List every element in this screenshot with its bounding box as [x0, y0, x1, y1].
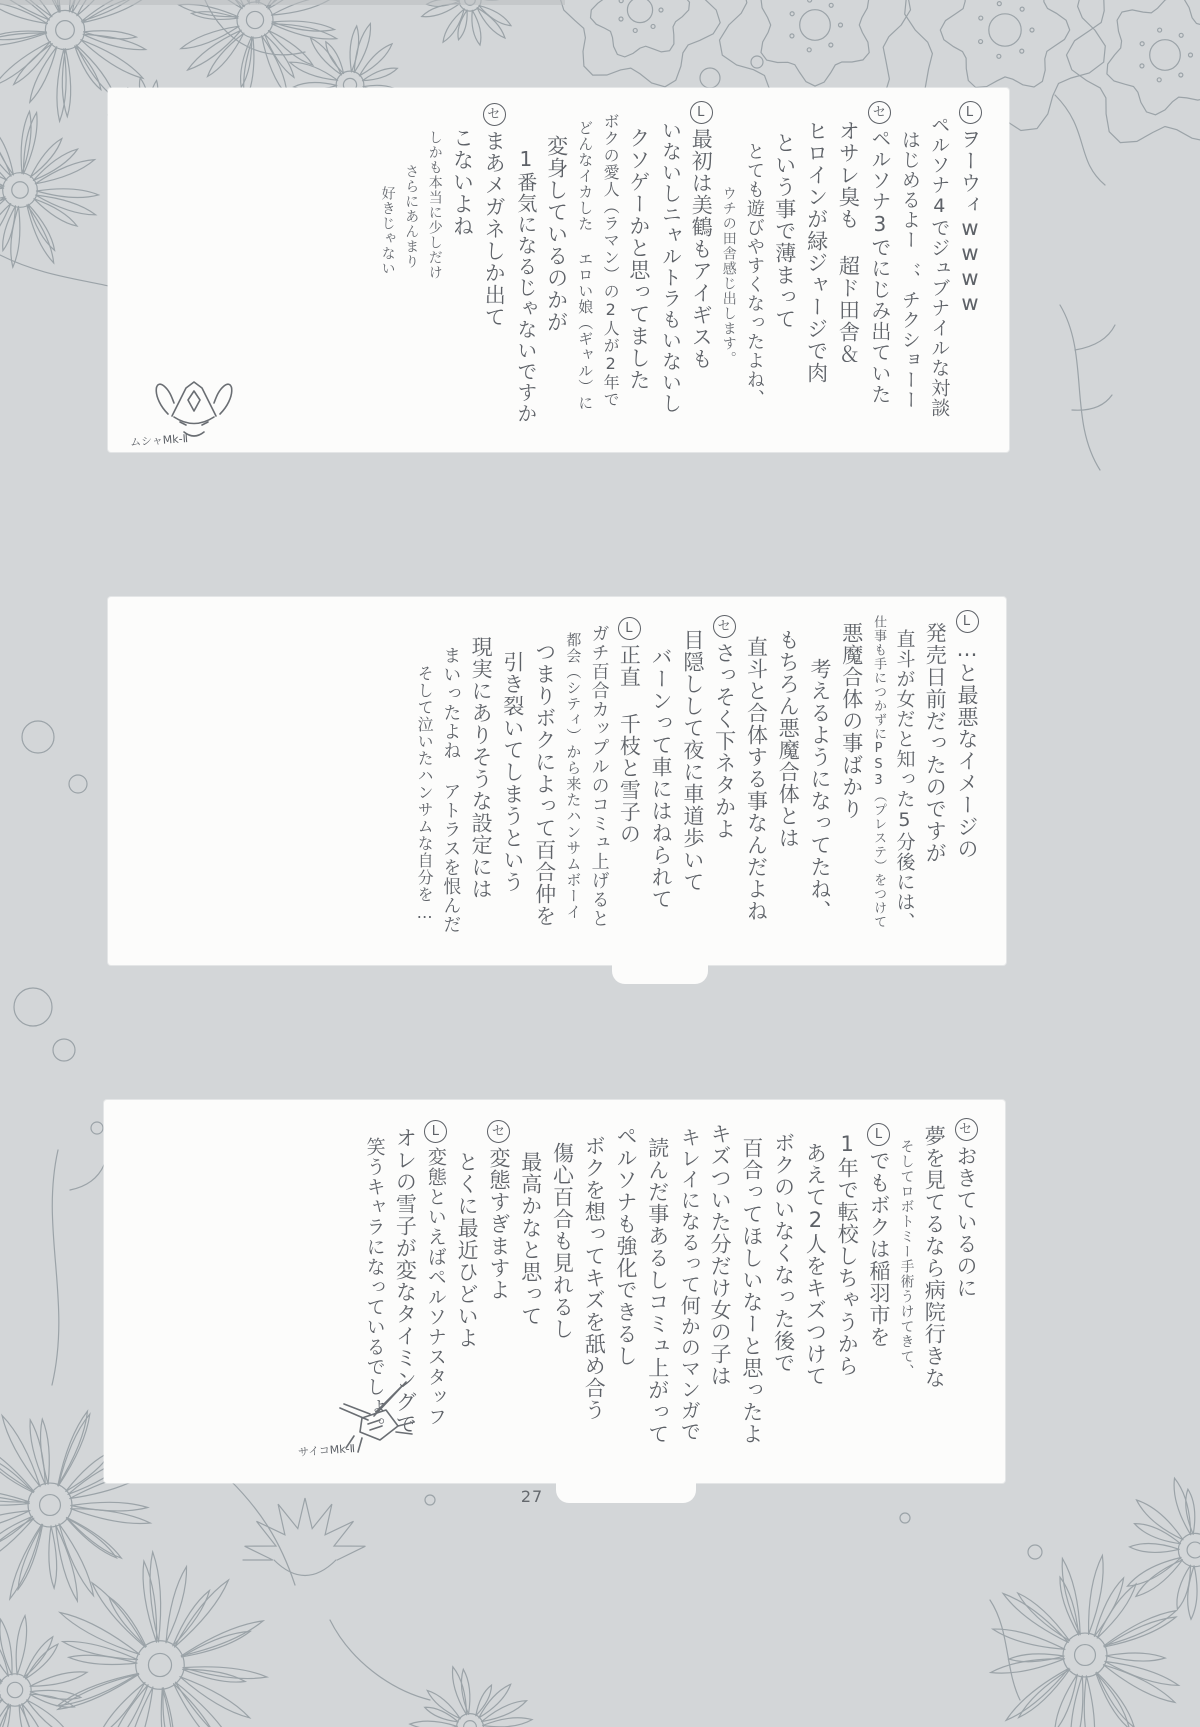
speaker-badge-L: L: [618, 617, 641, 640]
column-text: 悪魔合体の事ばかり: [839, 622, 864, 820]
speaker-badge-se: セ: [713, 615, 736, 638]
text-column: [645, 1113, 670, 1470]
column-text: 傷心百合も見れるし: [550, 1142, 575, 1340]
column-text: 発売日前だったのですが: [923, 622, 948, 864]
text-column: [804, 101, 829, 439]
column-text: という事で薄まって: [772, 132, 797, 330]
text-column: [600, 101, 619, 439]
column-text: さっそく下ネタかよ: [712, 642, 737, 840]
text-column: [450, 101, 475, 439]
text-column: [839, 610, 864, 952]
text-column: [953, 1113, 978, 1470]
text-column: [775, 610, 800, 952]
paper-edge-bump: [556, 1476, 696, 1503]
column-text: 直斗と合体する事なんだよね: [744, 636, 769, 922]
text-column: [680, 610, 705, 952]
text-column: [403, 101, 420, 439]
column-text: 最高かなと思って: [518, 1151, 543, 1327]
speaker-badge-se: セ: [868, 101, 891, 124]
column-text: オサレ臭も 超ド田舎＆: [836, 120, 861, 365]
column-text: とても遊びやすくなったよね、: [744, 142, 766, 408]
column-text: ヒロインが緑ジャージで肉: [804, 120, 829, 384]
column-text: もちろん悪魔合体とは: [776, 629, 801, 849]
text-column: [744, 101, 765, 439]
column-text: 百合ってほしいなーと思ったよ: [739, 1137, 764, 1445]
text-column: [658, 101, 682, 439]
scan-edge-shadow: [0, 0, 565, 5]
speaker-badge-se: セ: [483, 103, 506, 126]
text-column: [712, 610, 737, 952]
text-column: [440, 610, 461, 952]
column-text: 1年で転校しちゃうから: [835, 1132, 860, 1377]
text-column: [957, 101, 982, 439]
speaker-badge-L: L: [956, 610, 979, 633]
column-text: ボクのいなくなった後で: [771, 1132, 796, 1374]
column-text: ボクの愛人（ラマン）の2人が2年で: [601, 113, 621, 408]
column-text: そしてロボトミー手術うけてきて、: [898, 1139, 915, 1379]
column-text: クソゲーかと思ってました: [626, 127, 651, 391]
text-column: [513, 101, 537, 439]
text-column: [866, 1113, 891, 1470]
column-text: ボクを想ってキズを舐め合う: [582, 1135, 607, 1421]
column-text: 笑うキャラになっているでしょ。: [363, 1137, 386, 1437]
column-text: キレイになるって何かのマンガで: [677, 1127, 702, 1442]
text-column: [689, 101, 714, 439]
text-column: [771, 1113, 796, 1470]
speaker-badge-se: セ: [955, 1118, 978, 1141]
column-text: はじめるよー゛、チクショーー: [898, 130, 921, 410]
column-text: オレの雪子が変なタイミングで: [393, 1127, 418, 1435]
doodle-caption: サイコMk-Ⅱ: [297, 1442, 356, 1459]
text-column: [532, 610, 557, 952]
column-text: しかも本当に少しだけ: [426, 130, 443, 280]
speaker-badge-L: L: [959, 101, 982, 124]
column-text: どんなイカした エロい娘（ギャル）に: [576, 120, 595, 411]
text-column: [867, 101, 891, 439]
text-column: [836, 101, 861, 439]
column-text: 考えるようになってたね、: [807, 658, 832, 922]
dialog-block-2: [108, 597, 1006, 965]
column-text: 最初は美鶴もアイギスも: [689, 128, 714, 370]
text-column: [626, 101, 651, 439]
text-column: [807, 610, 832, 952]
column-text: こないよね: [450, 127, 475, 237]
column-text: 好きじゃない: [379, 186, 396, 276]
text-column: [871, 610, 886, 952]
column-text: 変態すぎますよ: [486, 1147, 511, 1301]
column-text: 変態といえばペルソナスタッフ: [424, 1147, 447, 1427]
column-text: あえて2人をキズつけて: [803, 1142, 828, 1387]
speaker-badge-L: L: [424, 1120, 447, 1143]
text-column: [893, 610, 915, 952]
text-column: [581, 1113, 606, 1470]
dialog-block-3: [104, 1100, 1005, 1483]
text-column: [954, 610, 979, 952]
column-text: 都会（シティ）から来たハンサムボーイ: [564, 632, 583, 920]
column-text: さらにあんまり: [403, 164, 420, 269]
text-column: [744, 610, 769, 952]
column-text: ウチの田舎感じ出します。: [720, 186, 737, 366]
page-number: 27: [520, 1487, 544, 1506]
text-column: [414, 610, 433, 952]
column-text: おきているのに: [954, 1145, 978, 1299]
text-column: [518, 1113, 543, 1470]
dialog-block-1: [108, 88, 1009, 452]
column-text: いないしニャルトラもいないし: [658, 120, 683, 414]
vertical-text-columns: [124, 1113, 985, 1470]
text-column: [500, 610, 525, 952]
text-column: [803, 1113, 828, 1470]
speaker-badge-se: セ: [487, 1120, 510, 1143]
text-column: [617, 610, 642, 952]
text-column: [588, 610, 609, 952]
psycho-mk2-doodle: [297, 1374, 440, 1460]
text-column: [486, 1113, 511, 1470]
text-column: [922, 610, 947, 952]
column-text: ペルソナ4でジュブナイルな対談: [928, 115, 951, 418]
text-column: [481, 101, 506, 439]
column-text: ペルソナ3でにじみ出ていた: [867, 128, 892, 405]
text-column: [468, 610, 493, 952]
speaker-badge-L: L: [867, 1123, 890, 1146]
column-text: 現実にありそうな設定には: [469, 636, 494, 900]
column-text: とくに最近ひどいよ: [455, 1151, 480, 1349]
vertical-text-columns: [128, 101, 989, 439]
column-text: 読んだ事あるしコミュ上がって: [645, 1137, 670, 1445]
text-column: [613, 1113, 638, 1470]
column-text: 変身しているのかが: [544, 135, 569, 333]
text-column: [576, 101, 594, 439]
column-text: 引き裂いてしまうという: [500, 651, 525, 893]
column-text: キズついた分だけ女の子は: [708, 1123, 733, 1387]
column-text: そして泣いたハンサムな自分を…: [415, 665, 435, 923]
column-text: バーンって車にはねられて: [649, 646, 674, 910]
text-column: [379, 101, 396, 439]
column-text: …と最悪なイメージの: [955, 637, 979, 860]
paper-edge-bump: [612, 958, 708, 984]
column-text: まあメガネしか出て: [482, 130, 507, 328]
text-column: [544, 101, 569, 439]
vertical-text-columns: [128, 610, 986, 952]
text-column: [707, 1113, 732, 1470]
doodle-caption: ムシャMk-Ⅱ: [129, 431, 189, 450]
text-column: [928, 101, 950, 439]
column-text: でもボクは稲羽市を: [866, 1150, 891, 1348]
text-column: [834, 1113, 859, 1470]
speaker-badge-L: L: [690, 101, 713, 124]
text-column: [720, 101, 737, 439]
column-text: ガチ百合カップルのコミュ上げると: [588, 624, 610, 928]
text-column: [648, 610, 673, 952]
text-column: [739, 1113, 764, 1470]
text-column: [426, 101, 443, 439]
text-column: [772, 101, 797, 439]
column-text: まいったよね アトラスを恨んだ: [440, 646, 462, 934]
column-text: 正直 千枝と雪子の: [617, 644, 642, 845]
text-column: [550, 1113, 575, 1470]
column-text: ペルソナも強化できるし: [614, 1125, 638, 1367]
text-column: [898, 101, 920, 439]
text-column: [564, 610, 582, 952]
text-column: [921, 1113, 946, 1470]
musha-mk2-doodle: [129, 370, 254, 450]
column-text: つまりボクによって百合仲を: [532, 641, 557, 927]
column-text: 夢を見てるなら病院行きな: [922, 1125, 947, 1389]
column-text: 直斗が女だと知った5分後には、: [893, 629, 916, 932]
text-column: [677, 1113, 701, 1470]
text-column: [454, 1113, 479, 1470]
text-column: [898, 1113, 915, 1470]
column-text: 1番気になるじゃないですか: [513, 147, 538, 424]
column-text: ヲーウィwwww: [958, 128, 982, 316]
column-text: 仕事も手につかずにPS3（プレステ）をつけて: [871, 615, 887, 929]
column-text: 目隠しして夜に車道歩いて: [680, 629, 705, 893]
